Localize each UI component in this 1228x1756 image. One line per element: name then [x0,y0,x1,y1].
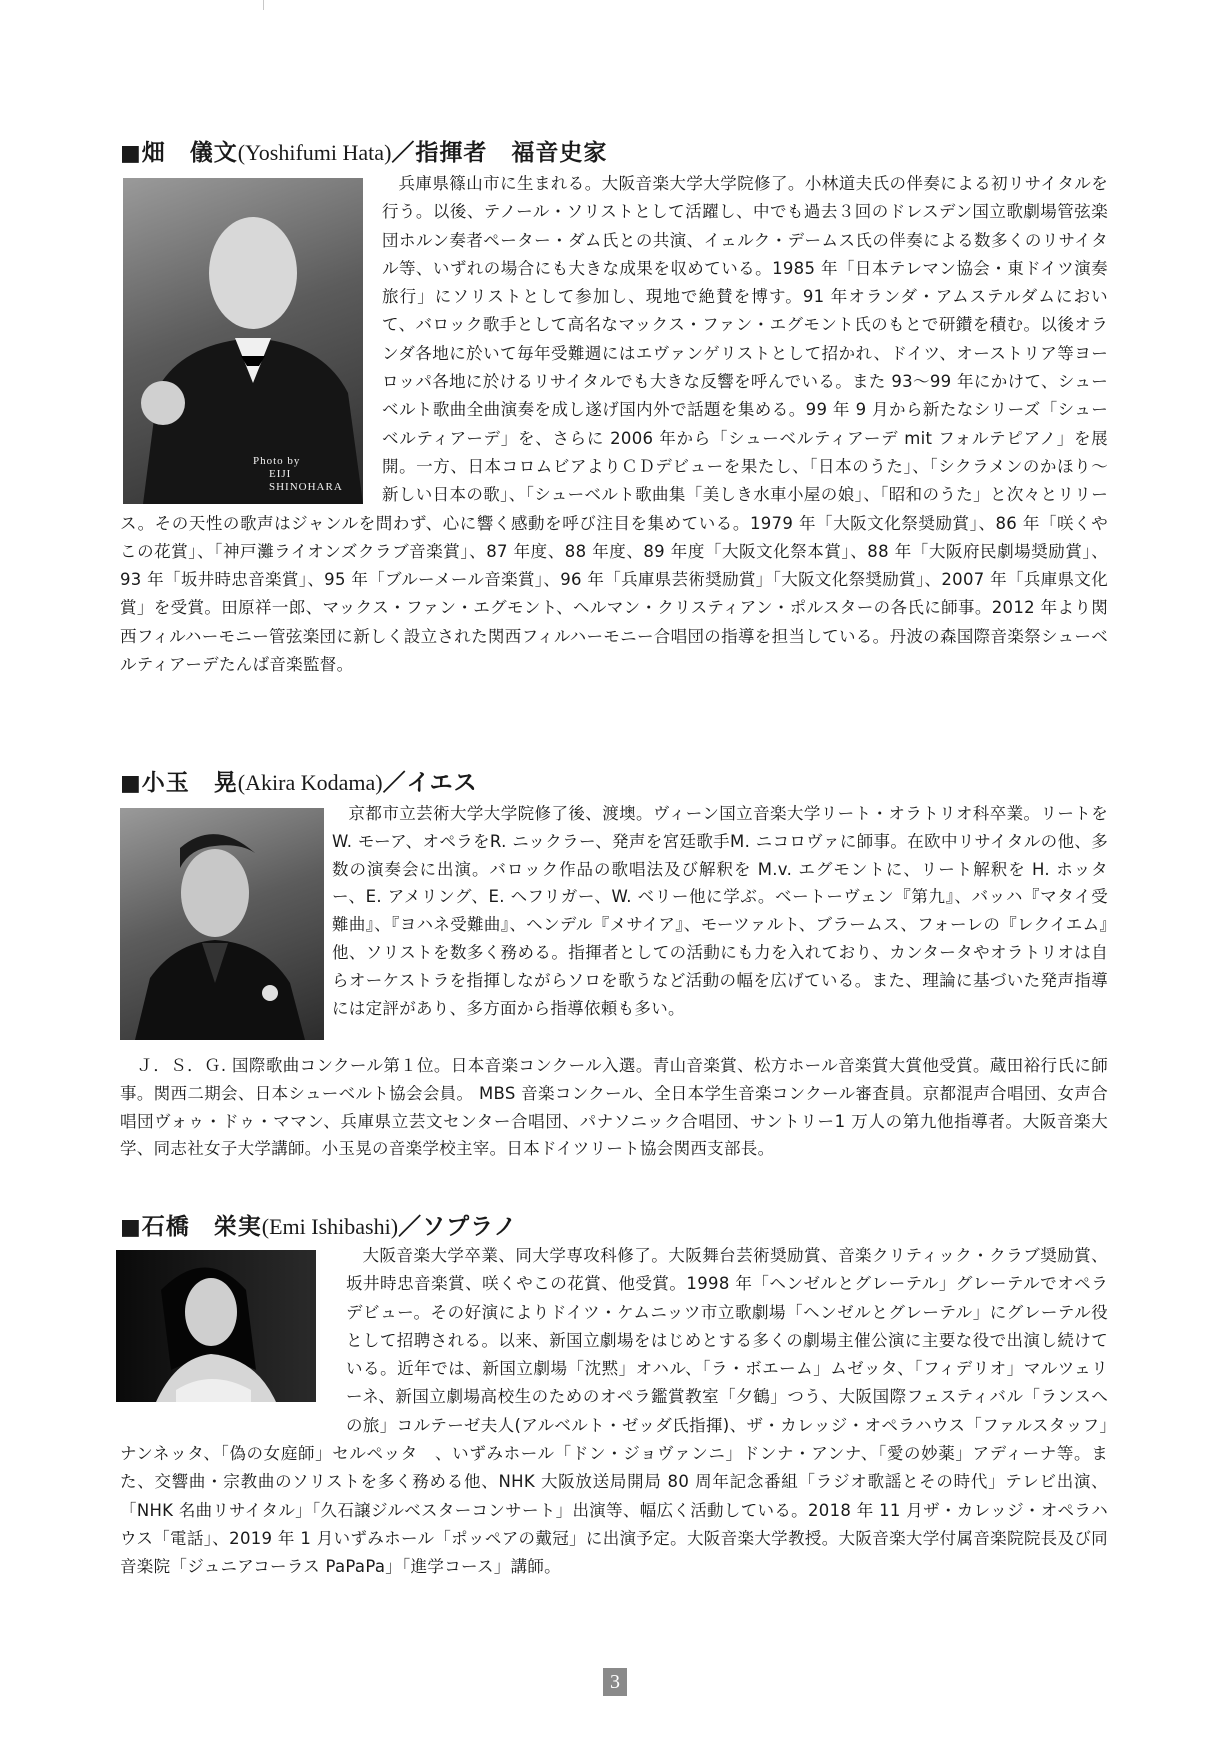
scan-mark [263,0,264,10]
biography-text-hata [120,170,1108,679]
performer-name-latin: (Akira Kodama) [237,770,383,795]
biography-paragraph: 京都市立芸術大学大学院修了後、渡墺。ヴィーン国立音楽大学リート・オラトリオ科卒業。リートをW. モーア、オペラをR. ニックラー、発声を宮廷歌手M. ニコロヴァに師事。在欧中リサイタルの他、多数の演奏会に出演。バロック作品の歌唱法及び解釈を M.v. エグモントに、リート解釈を H. ホッター、E. アメリング、E. ヘフリガー、W. ベリー他に学ぶ。ベートーヴェン『第九』、バッハ『マタイ受難曲』、『ヨハネ受難曲』、ヘンデル『メサイア』、モーツァルト、ブラームス、フォーレの『レクイエム』他、ソリストを数多く務める。指揮者としての活動にも力を入れており、カンタータやオラトリオは自らオーケストラを指揮しながらソロを歌うなど活動の幅を広げている。また、理論に基づいた発声指導には定評があり、多方面から指導依頼も多い。 [332,804,1108,1018]
section-heading-ishibashi [120,1208,517,1241]
biography-text-kodama [120,800,1108,1163]
biography-paragraph: Ｊ．Ｓ．Ｇ. 国際歌曲コンクール第１位。日本音楽コンクール入選。青山音楽賞、松方ホール音楽賞大賞他受賞。蔵田裕行氏に師事。関西二期会、日本シューベルト協会会員。 MBS 音楽コンクール、全日本学生音楽コンクール審査員。京都混声合唱団、女声合唱団ヴォゥ・ドゥ・ママン、兵庫県立芸文センター合唱団、パナソニック合唱団、サントリー1 万人の第九他指導者。大阪音楽大学、同志社女子大学講師。小玉晃の音楽学校主宰。日本ドイツリート協会関西支部長。 [120,1056,1108,1159]
square-bullet-icon: ■ [120,771,142,796]
square-bullet-icon: ■ [120,1215,142,1240]
performer-role: ／指揮者 福音史家 [391,140,608,166]
performer-name-ja: 畑 儀文 [141,140,238,166]
photo-credit: Photo by EIJI SHINOHARA [253,455,343,493]
square-bullet-icon: ■ [120,141,142,166]
photo-wrap-spacer [120,1242,346,1412]
biography-paragraph: 大阪音楽大学卒業、同大学専攻科修了。大阪舞台芸術奨励賞、音楽クリティック・クラブ奨励賞、坂井時忠音楽賞、咲くやこの花賞、他受賞。1998 年「ヘンゼルとグレーテル」グレーテルでオペラデビュー。その好演によりドイツ・ケムニッツ市立歌劇場「ヘンゼルとグレーテル」にグレーテル役として招聘される。以来、新国立劇場をはじめとする多くの劇場主催公演に主要な役で出演し続けている。近年では、新国立劇場「沈黙」オハル、「ラ・ボエーム」ムゼッタ、「フィデリオ」マルツェリーネ、新国立劇場高校生のためのオペラ鑑賞教室「夕鶴」つう、大阪国際フェスティバル「ランスへの旅」コルテーゼ夫人(アルベルト・ゼッダ氏指揮)、ザ・カレッジ・オペラハウス「ファルスタッフ」ナンネッタ、「偽の女庭師」セルペッタ 、いずみホール「ドン・ジョヴァンニ」ドンナ・アンナ、「愛の妙薬」アディーナ等。また、交響曲・宗教曲のソリストを多く務める他、NHK 大阪放送局開局 80 周年記念番組「ラジオ歌謡とその時代」テレビ出演、「NHK 名曲リサイタル」「久石譲ジルベスターコンサート」出演等、幅広く活動している。2018 年 11 月ザ・カレッジ・オペラハウス「電話」、2019 年 1 月いずみホール「ポッペアの戴冠」に出演予定。大阪音楽大学教授。大阪音楽大学付属音楽院院長及び同音楽院「ジュニアコーラス PaPaPa」「進学コース」講師。 [120,1246,1108,1577]
performer-name-latin: (Yoshifumi Hata) [237,140,392,165]
photo-wrap-spacer [120,170,382,506]
performer-role: ／イエス [382,770,478,796]
performer-name-ja: 小玉 晃 [141,770,238,796]
photo-wrap-spacer [120,800,332,1052]
page-number: 3 [603,1668,627,1696]
section-heading-hata [120,134,607,167]
biography-text-ishibashi [120,1242,1108,1582]
biography-paragraph: 兵庫県篠山市に生まれる。大阪音楽大学大学院修了。小林道夫氏の伴奏による初リサイタルを行う。以後、テノール・ソリストとして活躍し、中でも過去３回のドレスデン国立歌劇場管弦楽団ホルン奏者ペーター・ダム氏との共演、イェルク・デームス氏の伴奏による数多くのリサイタル等、いずれの場合にも大きな成果を収めている。1985 年「日本テレマン協会・東ドイツ演奏旅行」にソリストとして参加し、現地で絶賛を博す。91 年オランダ・アムステルダムにおいて、バロック歌手として高名なマックス・ファン・エグモント氏のもとで研鑚を積む。以後オランダ各地に於いて毎年受難週にはエヴァンゲリストとして招かれ、ドイツ、オーストリア等ヨーロッパ各地に於けるリサイタルでも大きな反響を呼んでいる。また 93～99 年にかけて、シューベルト歌曲全曲演奏を成し遂げ国内外で話題を集める。99 年 9 月から新たなシリーズ「シューベルティアーデ」を、さらに 2006 年から「シューベルティアーデ mit フォルテピアノ」を展開。一方、日本コロムビアよりＣＤデビューを果たし、「日本のうた」、「シクラメンのかほり～新しい日本の歌」、「シューベルト歌曲集「美しき水車小屋の娘」、「昭和のうた」と次々とリリース。その天性の歌声はジャンルを問わず、心に響く感動を呼び注目を集めている。1979 年「大阪文化祭奨励賞」、86 年「咲くやこの花賞」、「神戸灘ライオンズクラブ音楽賞」、87 年度、88 年度、89 年度「大阪文化祭本賞」、88 年「大阪府民劇場奨励賞」、93 年「坂井時忠音楽賞」、95 年「ブルーメール音楽賞」、96 年「兵庫県芸術奨励賞」「大阪文化祭奨励賞」、2007 年「兵庫県文化賞」を受賞。田原祥一郎、マックス・ファン・エグモント、ヘルマン・クリスティアン・ポルスターの各氏に師事。2012 年より関西フィルハーモニー管弦楽団に新しく設立された関西フィルハーモニー合唱団の指導を担当している。丹波の森国際音楽祭シューベルティアーデたんば音楽監督。 [120,174,1108,675]
section-heading-kodama [120,764,478,797]
performer-role: ／ソプラノ [398,1214,518,1240]
performer-name-latin: (Emi Ishibashi) [261,1214,399,1239]
performer-name-ja: 石橋 栄実 [141,1214,262,1240]
